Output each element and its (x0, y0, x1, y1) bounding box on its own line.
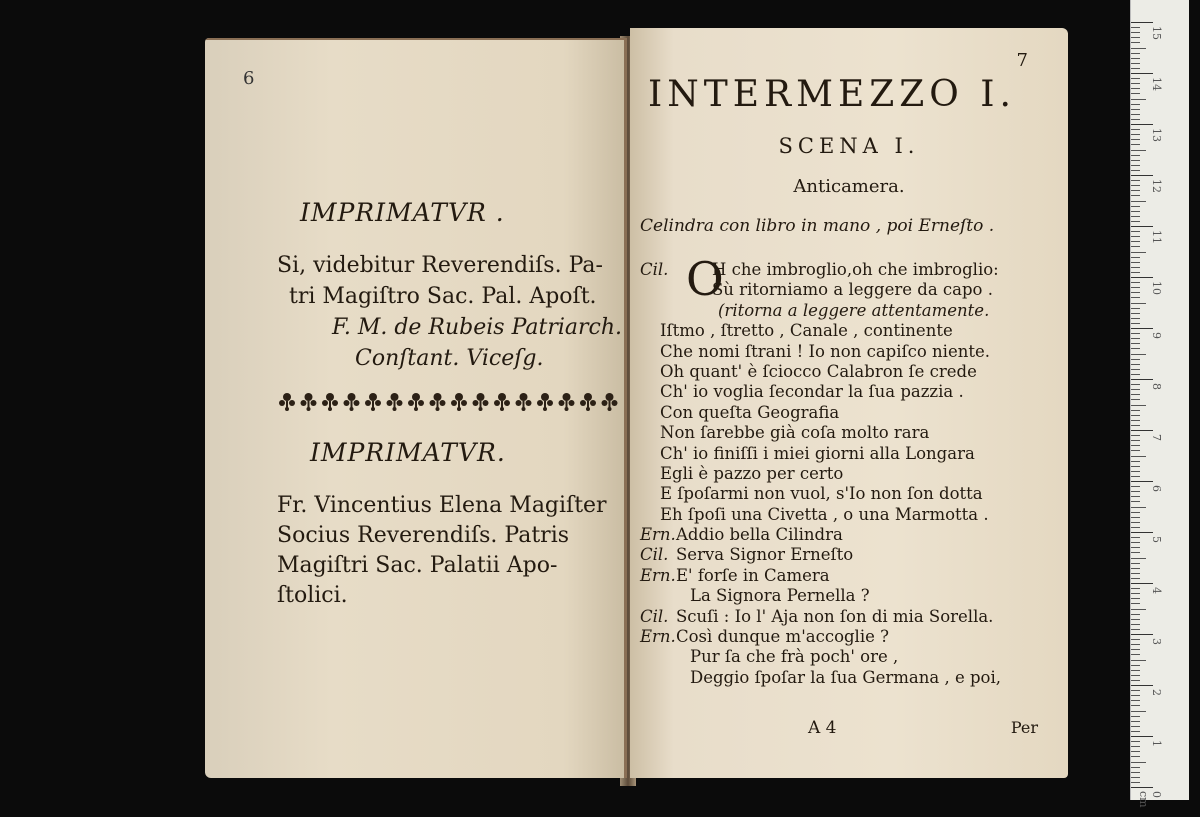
imprimatur-2-line: Fr. Vincentius Elena Magiſter (277, 493, 607, 518)
ruler-minor-tick (1131, 297, 1140, 298)
verse-line (640, 403, 1060, 423)
stage-direction: Celindra con libro in mano , poi Erneſto . (640, 216, 995, 236)
ruler-minor-tick (1131, 354, 1146, 355)
speaker-label: Ern. (640, 627, 676, 647)
verse-text: Ch' io voglia ſecondar la ſua pazzia . (660, 382, 964, 402)
ruler-minor-tick (1131, 195, 1140, 196)
ruler-number: 2 (1150, 689, 1163, 696)
ruler-minor-tick (1131, 665, 1140, 666)
imprimatur-1-line: Si, videbitur Reverendiſs. Pa- (277, 253, 603, 278)
ruler-minor-tick (1131, 507, 1146, 508)
ruler-major-tick (1131, 685, 1153, 686)
ruler-minor-tick (1131, 654, 1140, 655)
ruler-major-tick (1131, 124, 1153, 125)
ruler-number: 0 cm (1137, 791, 1163, 808)
ruler-minor-tick (1131, 501, 1140, 502)
ruler-minor-tick (1131, 614, 1140, 615)
verse-line (640, 525, 1060, 545)
ruler-minor-tick (1131, 165, 1140, 166)
verse-line (640, 607, 1060, 627)
ruler-minor-tick (1131, 68, 1140, 69)
ruler-minor-tick (1131, 756, 1140, 757)
ruler-minor-tick (1131, 486, 1140, 487)
scene-heading: SCENA I. (778, 134, 920, 158)
ruler-minor-tick (1131, 721, 1140, 722)
verse-line (640, 586, 1060, 606)
ruler-minor-tick (1131, 695, 1140, 696)
verse-line (640, 484, 1060, 504)
speaker-label: Cil. (640, 545, 669, 565)
ruler-major-tick (1131, 328, 1153, 329)
speaker-label: Ern. (640, 525, 676, 545)
verse-text: Sù ritorniamo a leggere da capo . (712, 280, 993, 300)
verse-text: Non ſarebbe già coſa molto rara (660, 423, 930, 443)
ruler-minor-tick (1131, 369, 1140, 370)
verse-text: Che nomi ſtrani ! Io non capiſco niente. (660, 341, 990, 361)
ruler-minor-tick (1131, 777, 1140, 778)
ruler-minor-tick (1131, 374, 1140, 375)
ruler-minor-tick (1131, 323, 1140, 324)
ruler-minor-tick (1131, 578, 1140, 579)
ruler-minor-tick (1131, 282, 1140, 283)
verse-text: E ſpoſarmi non vuol, s'Io non ſon dotta (660, 484, 983, 504)
ruler-minor-tick (1131, 83, 1140, 84)
ruler-minor-tick (1131, 313, 1140, 314)
imprimatur-heading-1: IMPRIMATVR . (300, 198, 505, 227)
ruler-minor-tick (1131, 660, 1146, 661)
ruler-major-tick (1131, 583, 1153, 584)
verse-line (640, 545, 1060, 565)
ruler-major-tick (1131, 277, 1153, 278)
ruler-minor-tick (1131, 348, 1140, 349)
ruler-major-tick (1131, 532, 1153, 533)
ruler-minor-tick (1131, 675, 1140, 676)
verse-line (640, 464, 1060, 484)
ruler-minor-tick (1131, 762, 1146, 763)
left-page (205, 38, 627, 778)
ruler-number: 5 (1150, 536, 1163, 543)
ruler-number: 1 (1150, 740, 1163, 747)
ruler-minor-tick (1131, 150, 1146, 151)
ruler-major-tick (1131, 379, 1153, 380)
ruler-number: 7 (1150, 434, 1163, 441)
ruler-major-tick (1131, 787, 1153, 788)
ruler-minor-tick (1131, 88, 1140, 89)
verse-text: Scuſi : Io l' Aja non ſon di mia Sorella. (676, 606, 994, 626)
ruler-minor-tick (1131, 512, 1140, 513)
ruler-minor-tick (1131, 42, 1140, 43)
ruler-minor-tick (1131, 272, 1140, 273)
verse-line (640, 342, 1060, 362)
ruler-minor-tick (1131, 160, 1140, 161)
ruler-minor-tick (1131, 201, 1146, 202)
ruler-minor-tick (1131, 292, 1140, 293)
ruler-minor-tick (1131, 425, 1140, 426)
ruler-major-tick (1131, 22, 1153, 23)
ruler-minor-tick (1131, 221, 1140, 222)
ruler-number: 11 (1150, 230, 1163, 244)
verse-list (640, 252, 1060, 688)
ruler-minor-tick (1131, 670, 1140, 671)
ruler-minor-tick (1131, 104, 1140, 105)
speaker-label: Cil. (640, 260, 669, 279)
ruler-minor-tick (1131, 236, 1140, 237)
ruler-number: 4 (1150, 587, 1163, 594)
speaker-label: Ern. (640, 565, 676, 585)
ruler-minor-tick (1131, 119, 1140, 120)
verse-text: H che imbroglio,oh che imbroglio: (712, 260, 999, 279)
ruler-minor-tick (1131, 537, 1140, 538)
ruler-minor-tick (1131, 517, 1140, 518)
verse-line (640, 566, 1060, 586)
verse-text: Serva Signor Erneſto (676, 545, 854, 565)
ruler-minor-tick (1131, 440, 1140, 441)
verse-text: (ritorna a leggere attentamente. (718, 300, 990, 320)
ruler-minor-tick (1131, 445, 1140, 446)
verse-line (640, 647, 1060, 667)
ruler-minor-tick (1131, 155, 1140, 156)
verse-line (640, 321, 1060, 341)
verse-text: Così dunque m'accoglie ? (676, 627, 889, 647)
ruler-minor-tick (1131, 257, 1140, 258)
ruler-minor-tick (1131, 746, 1140, 747)
ruler-number: 9 (1150, 332, 1163, 339)
ruler-minor-tick (1131, 767, 1140, 768)
page-number: 7 (1016, 50, 1028, 71)
ruler-minor-tick (1131, 129, 1140, 130)
ruler-minor-tick (1131, 37, 1140, 38)
ruler-minor-tick (1131, 262, 1140, 263)
ruler-minor-tick (1131, 170, 1140, 171)
imprimatur-heading-2: IMPRIMATVR. (310, 438, 506, 467)
verse-line (640, 505, 1060, 525)
verse-line (640, 301, 1060, 321)
ruler-minor-tick (1131, 114, 1140, 115)
ruler-minor-tick (1131, 461, 1140, 462)
ruler-minor-tick (1131, 705, 1140, 706)
verse-text: Con queſta Geografia (660, 402, 840, 422)
ruler-minor-tick (1131, 389, 1140, 390)
ruler-minor-tick (1131, 619, 1140, 620)
ruler-minor-tick (1131, 394, 1140, 395)
ruler-minor-tick (1131, 772, 1140, 773)
ruler-major-tick (1131, 634, 1153, 635)
book-spread (200, 28, 1070, 776)
ruler-number: 13 (1150, 128, 1163, 142)
ruler-minor-tick (1131, 333, 1140, 334)
ruler-minor-tick (1131, 716, 1140, 717)
ruler-minor-tick (1131, 364, 1140, 365)
verse-text: Iſtmo , ſtretto , Canale , continente (660, 321, 953, 341)
ruler-minor-tick (1131, 318, 1140, 319)
ruler-minor-tick (1131, 466, 1140, 467)
ruler-minor-tick (1131, 134, 1140, 135)
ruler-minor-tick (1131, 231, 1140, 232)
ruler-minor-tick (1131, 711, 1146, 712)
ruler-minor-tick (1131, 415, 1140, 416)
ruler-minor-tick (1131, 639, 1140, 640)
verse-text: Eh ſpoſi una Civetta , o una Marmotta . (660, 504, 989, 524)
signature-mark: A 4 (808, 718, 837, 738)
ruler-minor-tick (1131, 603, 1140, 604)
ruler-minor-tick (1131, 384, 1140, 385)
ruler-minor-tick (1131, 563, 1140, 564)
ruler-minor-tick (1131, 405, 1146, 406)
ruler-minor-tick (1131, 185, 1140, 186)
ruler-minor-tick (1131, 588, 1140, 589)
ruler-minor-tick (1131, 552, 1140, 553)
ruler-minor-tick (1131, 476, 1140, 477)
ruler-minor-tick (1131, 252, 1146, 253)
ruler-major-tick (1131, 73, 1153, 74)
ruler-minor-tick (1131, 93, 1140, 94)
verse-line (640, 444, 1060, 464)
right-page (630, 28, 1068, 778)
ruler-number: 8 (1150, 383, 1163, 390)
imprimatur-2-line: ſtolici. (277, 583, 348, 608)
ruler-minor-tick (1131, 731, 1140, 732)
ruler-number: 12 (1150, 179, 1163, 193)
ruler-number: 15 (1150, 26, 1163, 40)
verse-line (640, 280, 1060, 300)
catchword: Per (1010, 718, 1038, 737)
ruler-minor-tick (1131, 598, 1140, 599)
verse-text: La Signora Pernella ? (690, 586, 870, 606)
speaker-label: Cil. (640, 606, 669, 626)
imprimatur-text-1 (277, 250, 627, 374)
verse-line (640, 423, 1060, 443)
ruler-minor-tick (1131, 246, 1140, 247)
ruler-number: 10 (1150, 281, 1163, 295)
imprimatur-text-2 (277, 491, 627, 611)
ruler-minor-tick (1131, 399, 1140, 400)
ruler-minor-tick (1131, 491, 1140, 492)
verse-text: Addio bella Cilindra (676, 525, 843, 545)
ruler-minor-tick (1131, 420, 1140, 421)
verse-text: Oh quant' è ſciocco Calabron ſe crede (660, 361, 977, 381)
ruler-minor-tick (1131, 435, 1140, 436)
verse-line (640, 362, 1060, 382)
ruler-minor-tick (1131, 78, 1140, 79)
ruler-major-tick (1131, 430, 1153, 431)
ruler-minor-tick (1131, 700, 1140, 701)
ruler-minor-tick (1131, 456, 1146, 457)
ruler-minor-tick (1131, 48, 1146, 49)
ruler-minor-tick (1131, 139, 1140, 140)
ruler-minor-tick (1131, 558, 1146, 559)
ruler-minor-tick (1131, 782, 1140, 783)
ruler-minor-tick (1131, 206, 1140, 207)
ruler-minor-tick (1131, 624, 1140, 625)
verse-text: E' forſe in Camera (676, 565, 830, 585)
ruler-minor-tick (1131, 609, 1146, 610)
corner-mark: 6 (243, 68, 255, 89)
ruler-minor-tick (1131, 573, 1140, 574)
imprimatur-1-line: F. M. de Rubeis Patriarch. (332, 315, 623, 340)
ruler-minor-tick (1131, 644, 1140, 645)
ruler-minor-tick (1131, 410, 1140, 411)
ruler-minor-tick (1131, 190, 1140, 191)
verse-text: Egli è pazzo per certo (660, 463, 844, 483)
ruler-minor-tick (1131, 751, 1140, 752)
verse-text: Deggio ſpoſar la ſua Germana , e poi, (690, 667, 1001, 687)
ruler-major-tick (1131, 736, 1153, 737)
fleuron-ornament-row (277, 388, 622, 414)
scene-setting: Anticamera. (793, 176, 905, 197)
ruler-minor-tick (1131, 144, 1140, 145)
ruler-minor-tick (1131, 53, 1140, 54)
ruler-minor-tick (1131, 568, 1140, 569)
imprimatur-1-line: Conſtant. Viceſg. (355, 346, 544, 371)
ruler-minor-tick (1131, 726, 1140, 727)
page-title: INTERMEZZO I. (648, 74, 1016, 115)
ruler-minor-tick (1131, 27, 1140, 28)
ruler-minor-tick (1131, 741, 1140, 742)
ruler-minor-tick (1131, 542, 1140, 543)
imprimatur-2-line: Socius Reverendiſs. Patris (277, 523, 570, 548)
ruler-minor-tick (1131, 690, 1140, 691)
ruler-minor-tick (1131, 629, 1140, 630)
ruler-minor-tick (1131, 522, 1140, 523)
ruler-minor-tick (1131, 287, 1140, 288)
ruler-minor-tick (1131, 527, 1140, 528)
drop-capital: O (686, 252, 724, 306)
measurement-ruler (1130, 0, 1189, 808)
ruler-minor-tick (1131, 338, 1140, 339)
ruler-minor-tick (1131, 359, 1140, 360)
verse-line (640, 668, 1060, 688)
verse-text: Pur ſa che frà poch' ore , (690, 647, 899, 667)
ruler-minor-tick (1131, 211, 1140, 212)
verse-line (640, 382, 1060, 402)
ruler-number: 6 (1150, 485, 1163, 492)
ruler-minor-tick (1131, 109, 1140, 110)
ruler-minor-tick (1131, 180, 1140, 181)
ruler-minor-tick (1131, 241, 1140, 242)
imprimatur-1-line: tri Magiſtro Sac. Pal. Apoſt. (289, 284, 597, 309)
verse-text: Ch' io finiſſi i miei giorni alla Longara (660, 443, 975, 463)
ruler-major-tick (1131, 481, 1153, 482)
ruler-minor-tick (1131, 267, 1140, 268)
ruler-minor-tick (1131, 680, 1140, 681)
ruler-minor-tick (1131, 343, 1140, 344)
ruler-minor-tick (1131, 216, 1140, 217)
ruler-minor-tick (1131, 593, 1140, 594)
ruler-minor-tick (1131, 496, 1140, 497)
ruler-number: 3 (1150, 638, 1163, 645)
ruler-major-tick (1131, 226, 1153, 227)
ruler-minor-tick (1131, 303, 1146, 304)
ruler-minor-tick (1131, 63, 1140, 64)
ruler-minor-tick (1131, 649, 1140, 650)
ruler-number: 14 (1150, 77, 1163, 91)
ruler-minor-tick (1131, 58, 1140, 59)
ruler-minor-tick (1131, 99, 1146, 100)
imprimatur-2-line: Magiſtri Sac. Palatii Apo- (277, 553, 558, 578)
ruler-minor-tick (1131, 450, 1140, 451)
ruler-major-tick (1131, 175, 1153, 176)
ruler-minor-tick (1131, 547, 1140, 548)
ruler-minor-tick (1131, 32, 1140, 33)
verse-line (640, 627, 1060, 647)
ruler-minor-tick (1131, 308, 1140, 309)
ruler-minor-tick (1131, 471, 1140, 472)
